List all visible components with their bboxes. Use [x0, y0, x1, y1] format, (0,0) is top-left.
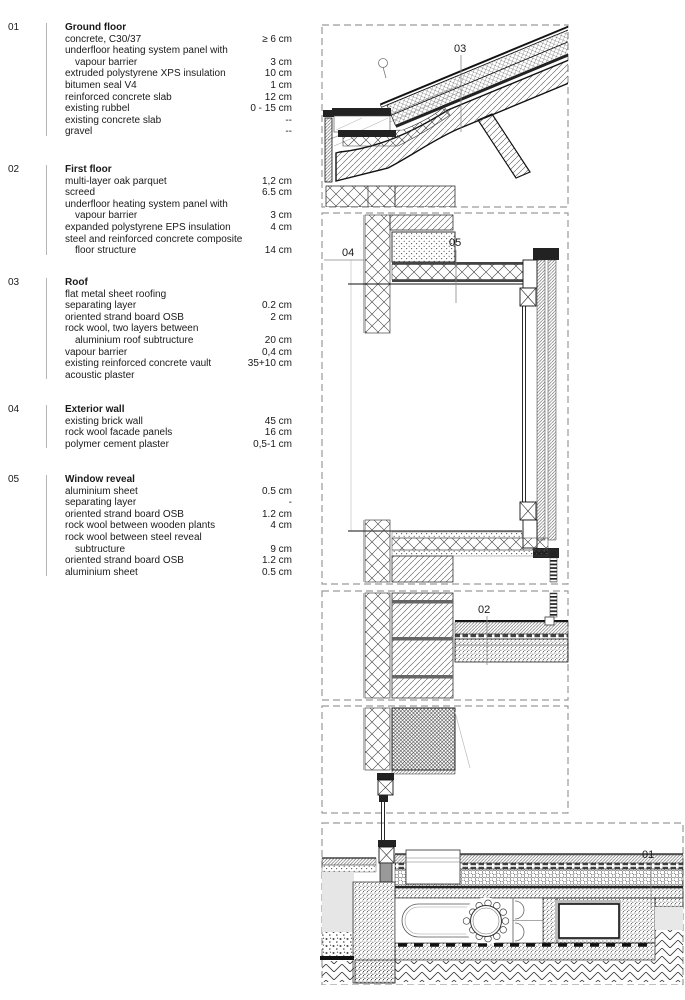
legend-section-body [65, 277, 292, 381]
legend-row [65, 358, 292, 370]
legend-row [65, 439, 292, 451]
legend-section-rule [46, 23, 47, 136]
legend-row-name: oriented strand board OSB [65, 311, 184, 323]
legend-row [65, 34, 292, 46]
legend-row [65, 370, 292, 382]
legend-section-title: Exterior wall [65, 404, 125, 415]
legend-section-number: 04 [8, 404, 20, 415]
legend-row [65, 103, 292, 115]
legend-row-name: separating layer [65, 497, 137, 509]
legend-row-name: vapour barrier [65, 346, 128, 358]
legend-row [65, 92, 292, 104]
legend-row-value: 4 cm [270, 520, 292, 532]
legend-row [65, 532, 292, 544]
legend-row-value: 20 cm [264, 334, 292, 346]
legend-row-value: 45 cm [264, 415, 292, 427]
legend-row-value [288, 45, 292, 57]
legend-row-value: 12 cm [264, 91, 292, 103]
gutter [332, 108, 391, 116]
legend-row-name: rock wool facade panels [65, 427, 173, 439]
legend-section-rule [46, 405, 47, 448]
drawing-label-04: 04 [342, 247, 355, 259]
legend-row-name: aluminium sheet [65, 566, 138, 578]
legend-section-title: Roof [65, 277, 88, 288]
legend-section-title: First floor [65, 164, 112, 175]
detail-drawing [318, 20, 685, 985]
callouts [324, 43, 654, 908]
legend-row-name: aluminium sheet [65, 485, 138, 497]
legend-row-value: 1 cm [270, 79, 292, 91]
legend-row-name: multi-layer oak parquet [65, 175, 167, 187]
fascia [325, 118, 332, 182]
legend-section-number: 01 [8, 22, 20, 33]
legend-section [8, 404, 292, 450]
legend-row-value: 0.5 cm [261, 485, 292, 497]
legend-section [8, 22, 292, 138]
legend-row [65, 57, 292, 69]
legend-row [65, 68, 292, 80]
legend-row [65, 544, 292, 556]
legend-row-value: 9 cm [270, 543, 292, 555]
legend-row-value: 2 cm [270, 311, 292, 323]
drawing-label-05: 05 [449, 237, 462, 249]
legend-row-name: extruded polystyrene XPS insulation [65, 68, 226, 80]
legend-row [65, 126, 292, 138]
legend-row-value: 35+10 cm [247, 358, 292, 370]
legend-row [65, 210, 292, 222]
legend-row [65, 300, 292, 312]
legend-row [65, 199, 292, 211]
legend-row-value: 1,2 cm [261, 175, 292, 187]
legend-row-name: separating layer [65, 300, 137, 312]
legend-row [65, 245, 292, 257]
legend-row-name: rock wool between wooden plants [65, 520, 216, 532]
legend-row-value: 16 cm [264, 427, 292, 439]
legend-row-name: expanded polystyrene EPS insulation [65, 221, 231, 233]
legend-row-value [288, 323, 292, 335]
drawing-svg [318, 20, 685, 985]
legend-row-value: 6.5 cm [261, 187, 292, 199]
legend-row-name: screed [65, 187, 96, 199]
legend-row-name: existing concrete slab [65, 114, 162, 126]
legend-row-value: 0,4 cm [261, 346, 292, 358]
legend-section-rule [46, 165, 47, 255]
window-frame-head [523, 260, 537, 288]
legend-row-value: - [288, 497, 292, 509]
legend-section-number: 05 [8, 474, 20, 485]
legend-row [65, 176, 292, 188]
legend-row [65, 416, 292, 428]
floor-convector [406, 850, 460, 884]
legend-section-body [65, 22, 292, 138]
legend [0, 0, 310, 1000]
legend-row [65, 323, 292, 335]
legend-row-name: subtructure [75, 543, 126, 555]
legend-row-value: 3 cm [270, 210, 292, 222]
ground-floor-detail [320, 840, 683, 983]
legend-row [65, 520, 292, 532]
lintel [392, 232, 455, 262]
legend-section-title: Ground floor [65, 22, 127, 33]
first-floor-detail [364, 593, 569, 698]
legend-row-name: flat metal sheet roofing [65, 288, 167, 300]
legend-section [8, 277, 292, 381]
legend-row-name: gravel [65, 126, 93, 138]
drawing-label-01: 01 [642, 849, 655, 861]
heating-panel [455, 634, 568, 639]
legend-row [65, 335, 292, 347]
legend-row [65, 567, 292, 579]
legend-row-value: 0.2 cm [261, 300, 292, 312]
legend-row-name: acoustic plaster [65, 369, 135, 381]
legend-section-number: 02 [8, 164, 20, 175]
legend-section [8, 474, 292, 578]
legend-section-title: Window reveal [65, 474, 135, 485]
legend-section-body [65, 164, 292, 257]
wall-detail [364, 708, 471, 813]
legend-row-name: polymer cement plaster [65, 438, 169, 450]
duct [559, 904, 619, 938]
legend-row [65, 187, 292, 199]
legend-row-name: vapour barrier [75, 56, 138, 68]
legend-row [65, 509, 292, 521]
window-detail [348, 215, 559, 582]
legend-row [65, 427, 292, 439]
legend-row-name: existing reinforced concrete vault [65, 358, 212, 370]
drawing-label-02: 02 [478, 604, 491, 616]
reveal-rockwool [392, 265, 523, 280]
legend-row-name: steel and reinforced concrete composite [65, 233, 243, 245]
composite-floor [455, 639, 568, 662]
legend-row-name: underfloor heating system panel with [65, 45, 228, 57]
legend-row-name: bitumen seal V4 [65, 79, 137, 91]
legend-row-value: 0.5 cm [261, 566, 292, 578]
legend-row [65, 289, 292, 301]
legend-row [65, 115, 292, 127]
legend-section-rule [46, 278, 47, 379]
legend-section-number: 03 [8, 277, 20, 288]
reveal-strip-outer [537, 260, 545, 540]
legend-row-name: vapour barrier [75, 210, 138, 222]
drawing-label-03: 03 [454, 43, 467, 55]
facade-insulation [365, 215, 390, 333]
facade-ladder-strip [550, 550, 557, 582]
legend-row [65, 497, 292, 509]
legend-row [65, 347, 292, 359]
legend-row-value: 0 - 15 cm [250, 103, 292, 115]
exterior-paving [322, 858, 376, 865]
legend-row-value [288, 199, 292, 211]
legend-row-name: aluminium roof subtructure [75, 334, 194, 346]
legend-row-value: 4 cm [270, 221, 292, 233]
legend-row-name: existing brick wall [65, 415, 143, 427]
frame-anchor [380, 863, 392, 882]
legend-row-value: ≥ 6 cm [262, 33, 292, 45]
legend-row-name: existing rubbel [65, 103, 130, 115]
legend-row-value: 10 cm [264, 68, 292, 80]
gravel [322, 932, 354, 956]
legend-section-body [65, 404, 292, 450]
legend-row-value: 3 cm [270, 56, 292, 68]
legend-row [65, 312, 292, 324]
legend-row-name: oriented strand board OSB [65, 555, 184, 567]
legend-row [65, 555, 292, 567]
soil [395, 961, 683, 982]
legend-row-value [288, 289, 292, 301]
legend-row-value: -- [285, 114, 292, 126]
legend-row-value: 1.2 cm [261, 508, 292, 520]
legend-row [65, 45, 292, 57]
brick-wall [390, 215, 453, 230]
legend-section-rule [46, 475, 47, 576]
legend-row-name: reinforced concrete slab [65, 91, 172, 103]
legend-row-value: -- [285, 126, 292, 138]
legend-row-value [288, 532, 292, 544]
legend-row [65, 234, 292, 246]
insulated-pipe [463, 898, 510, 945]
legend-row [65, 486, 292, 498]
legend-row-name: rock wool between steel reveal [65, 531, 202, 543]
legend-section [8, 164, 292, 257]
legend-row [65, 222, 292, 234]
legend-row-value [288, 234, 292, 246]
legend-row-name: rock wool, two layers between [65, 323, 199, 335]
legend-row-name: oriented strand board OSB [65, 508, 184, 520]
roof-strut [478, 114, 530, 178]
reveal-strip-facade [548, 260, 556, 540]
facade-panel [392, 708, 455, 770]
legend-row-value: 14 cm [264, 245, 292, 257]
legend-row [65, 80, 292, 92]
legend-row-value: 1.2 cm [261, 555, 292, 567]
legend-row-value [288, 370, 292, 382]
snow-guard [379, 59, 388, 68]
legend-row-name: underfloor heating system panel with [65, 198, 228, 210]
legend-row-name: concrete, C30/37 [65, 33, 142, 45]
legend-row-name: floor structure [75, 245, 137, 257]
sill-rockwool [392, 538, 548, 550]
legend-section-body [65, 474, 292, 578]
legend-row-value: 0,5-1 cm [253, 438, 292, 450]
